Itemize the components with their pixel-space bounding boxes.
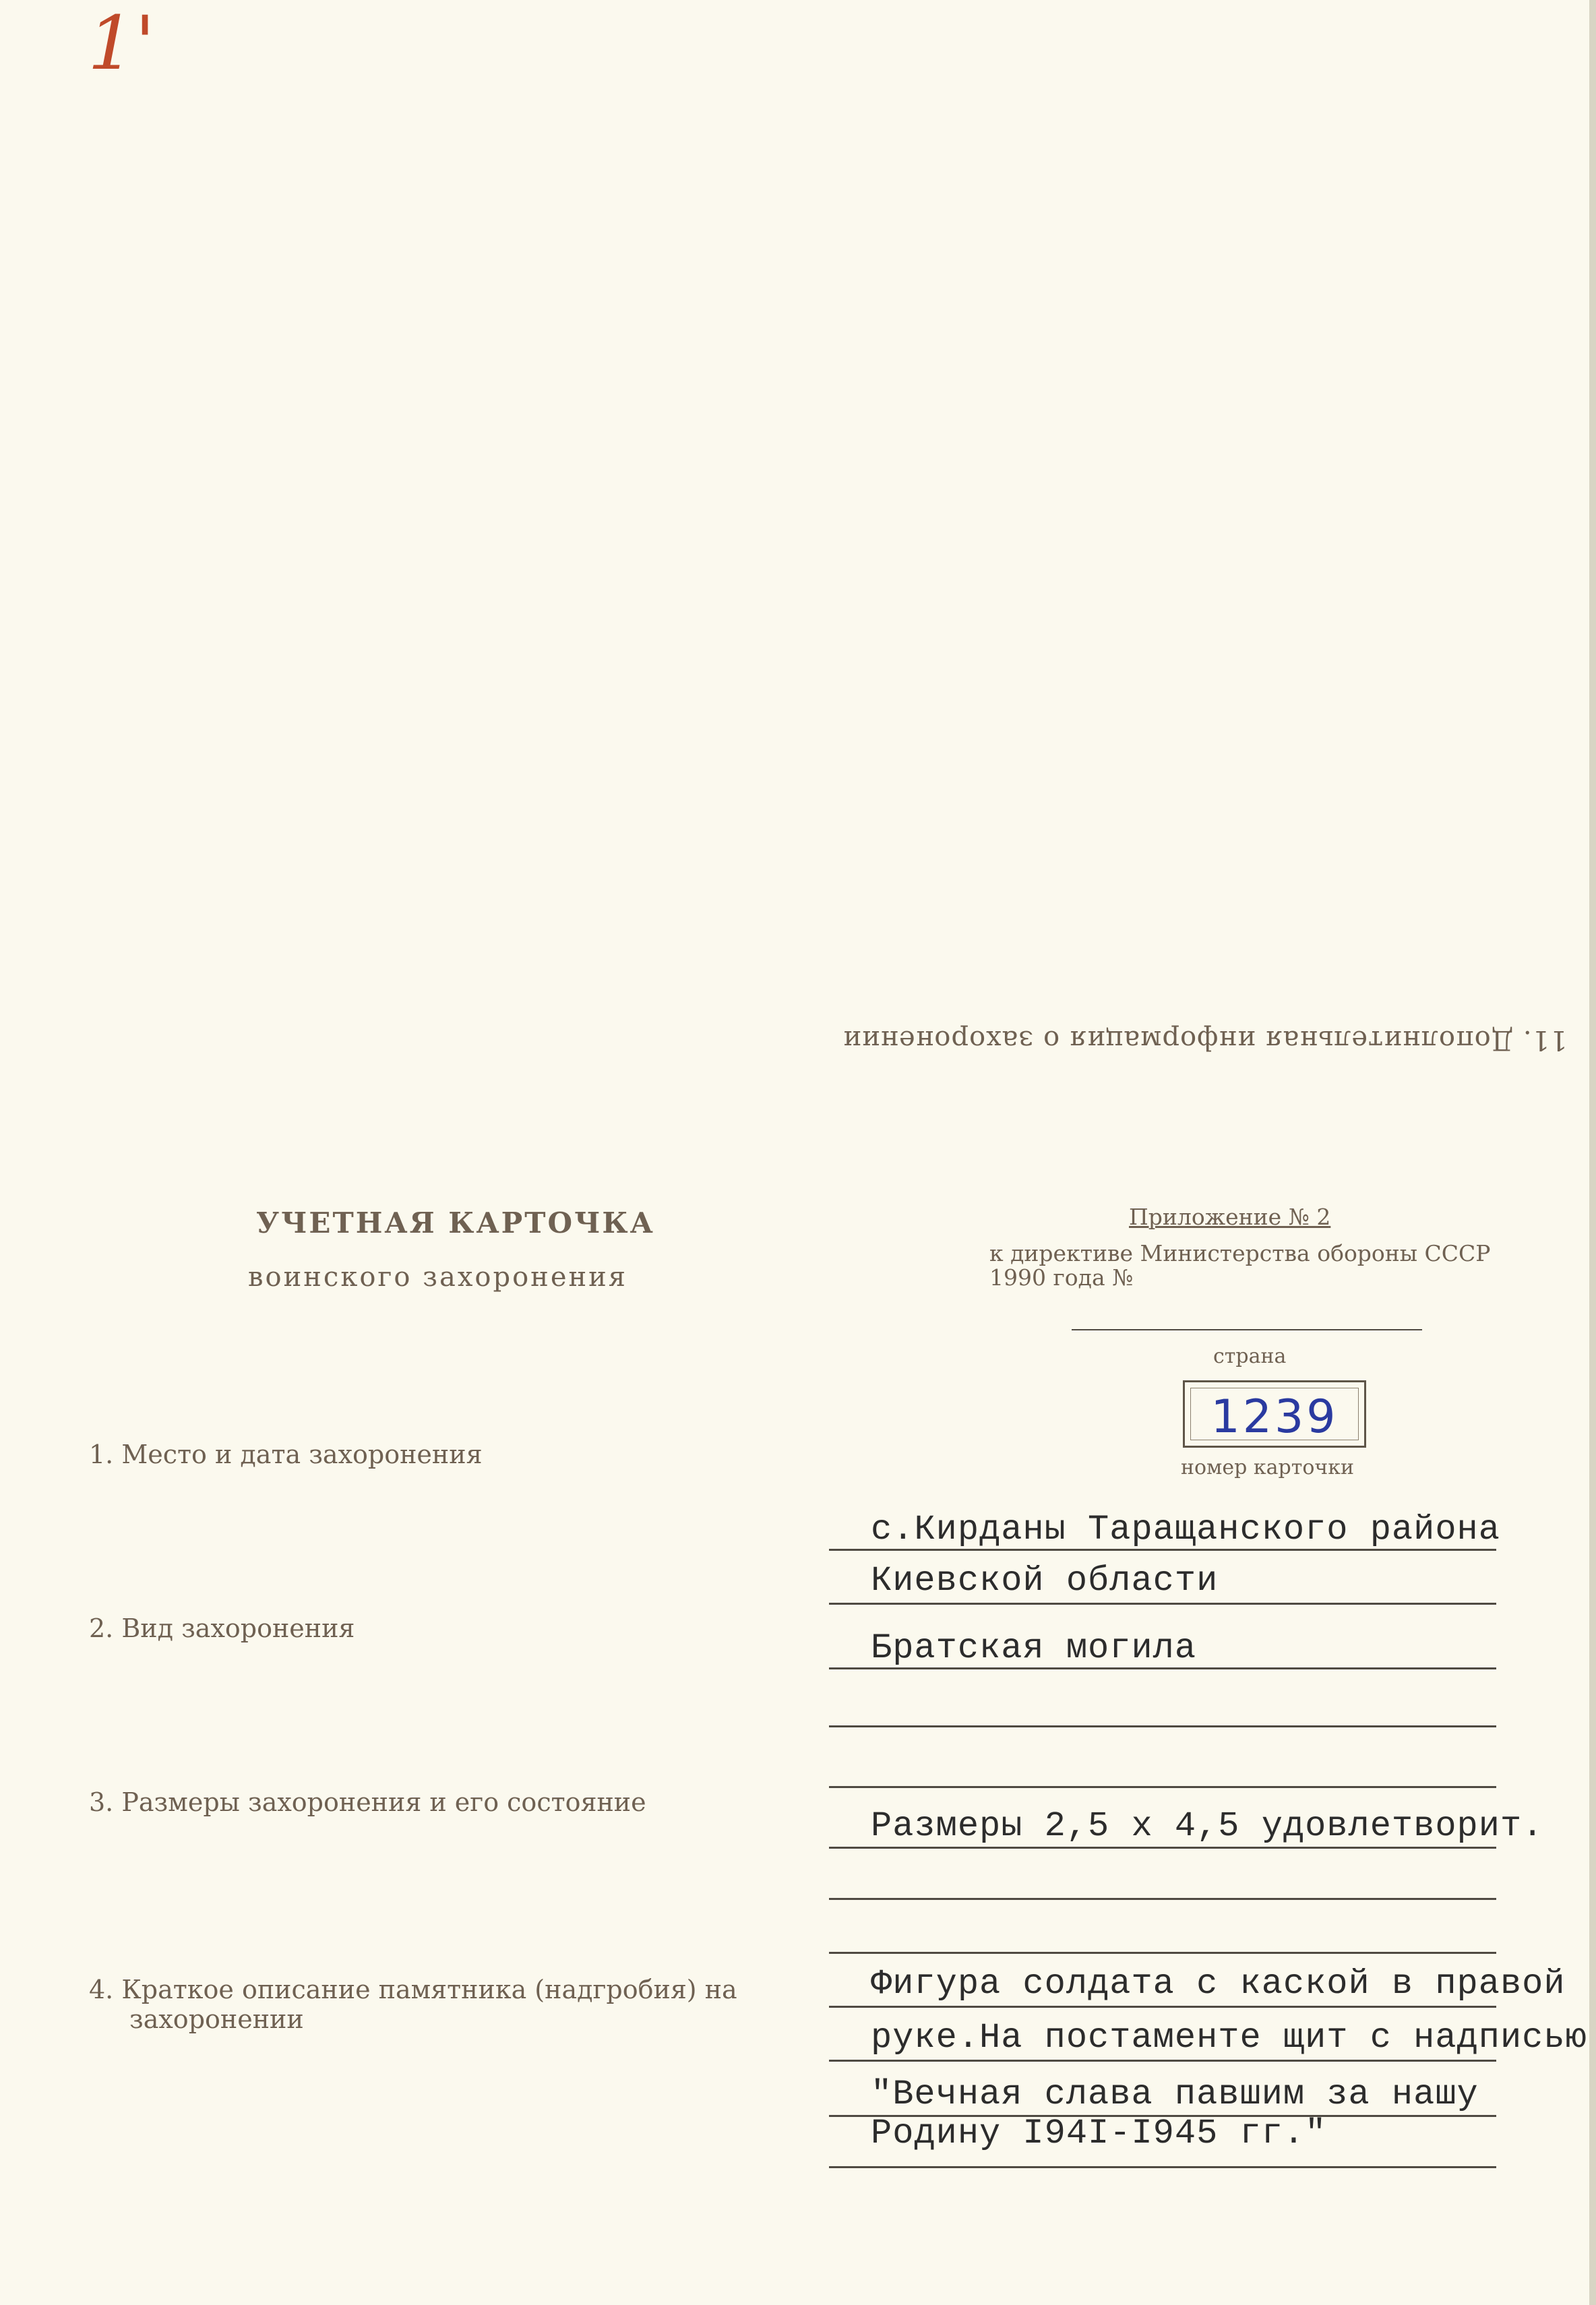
value-place-line-1: с.Кирданы Таращанского района xyxy=(871,1510,1500,1549)
card-title: УЧЕТНАЯ КАРТОЧКА xyxy=(256,1206,655,1239)
rule-2 xyxy=(829,1603,1496,1605)
value-burial-type: Братская могила xyxy=(871,1628,1197,1668)
field-label-monument-line-2: захоронении xyxy=(129,2004,304,2034)
field-label-monument-description xyxy=(89,1975,737,2034)
rule-9 xyxy=(829,2006,1496,2008)
card-number-label: номер карточки xyxy=(1181,1456,1354,1479)
handwritten-margin-mark: 1' xyxy=(88,0,156,86)
additional-info-heading-upside-down: 11. Дополнительная информация о захоронении xyxy=(842,1024,1568,1055)
field-label-place-date: 1. Место и дата захоронения xyxy=(89,1440,483,1469)
value-size-state: Размеры 2,5 х 4,5 удовлетворит. xyxy=(871,1806,1544,1846)
rule-3 xyxy=(829,1667,1496,1669)
rule-10 xyxy=(829,2060,1496,2062)
card-number: 1239 xyxy=(1210,1390,1339,1444)
rule-4 xyxy=(829,1725,1496,1727)
rule-7 xyxy=(829,1898,1496,1900)
rule-8 xyxy=(829,1952,1496,1954)
card-number-box xyxy=(1183,1380,1366,1448)
appendix-title: Приложение № 2 xyxy=(1129,1204,1331,1230)
card-subtitle: воинского захоронения xyxy=(248,1262,628,1293)
rule-5 xyxy=(829,1786,1496,1788)
country-rule xyxy=(1072,1329,1422,1330)
appendix-line-1: к директиве Министерства обороны СССР xyxy=(989,1240,1491,1266)
value-description-line-2: руке.На постаменте щит с надписью xyxy=(871,2018,1587,2058)
appendix-line-2: 1990 года № xyxy=(989,1264,1134,1291)
value-description-line-4: Родину I94I-I945 гг." xyxy=(871,2114,1327,2153)
country-label: страна xyxy=(1213,1345,1287,1368)
rule-12 xyxy=(829,2166,1496,2168)
value-place-line-2: Киевской области xyxy=(871,1561,1219,1601)
value-description-line-3: "Вечная слава павшим за нашу xyxy=(871,2074,1479,2114)
field-label-monument-line-1: 4. Краткое описание памятника (надгробия) на xyxy=(89,1975,737,2004)
field-label-burial-type: 2. Вид захоронения xyxy=(89,1613,355,1643)
value-description-line-1: Фигура солдата с каской в правой xyxy=(871,1964,1566,2004)
rule-1 xyxy=(829,1549,1496,1551)
field-label-size-state: 3. Размеры захоронения и его состояние xyxy=(89,1787,646,1817)
rule-6 xyxy=(829,1847,1496,1849)
